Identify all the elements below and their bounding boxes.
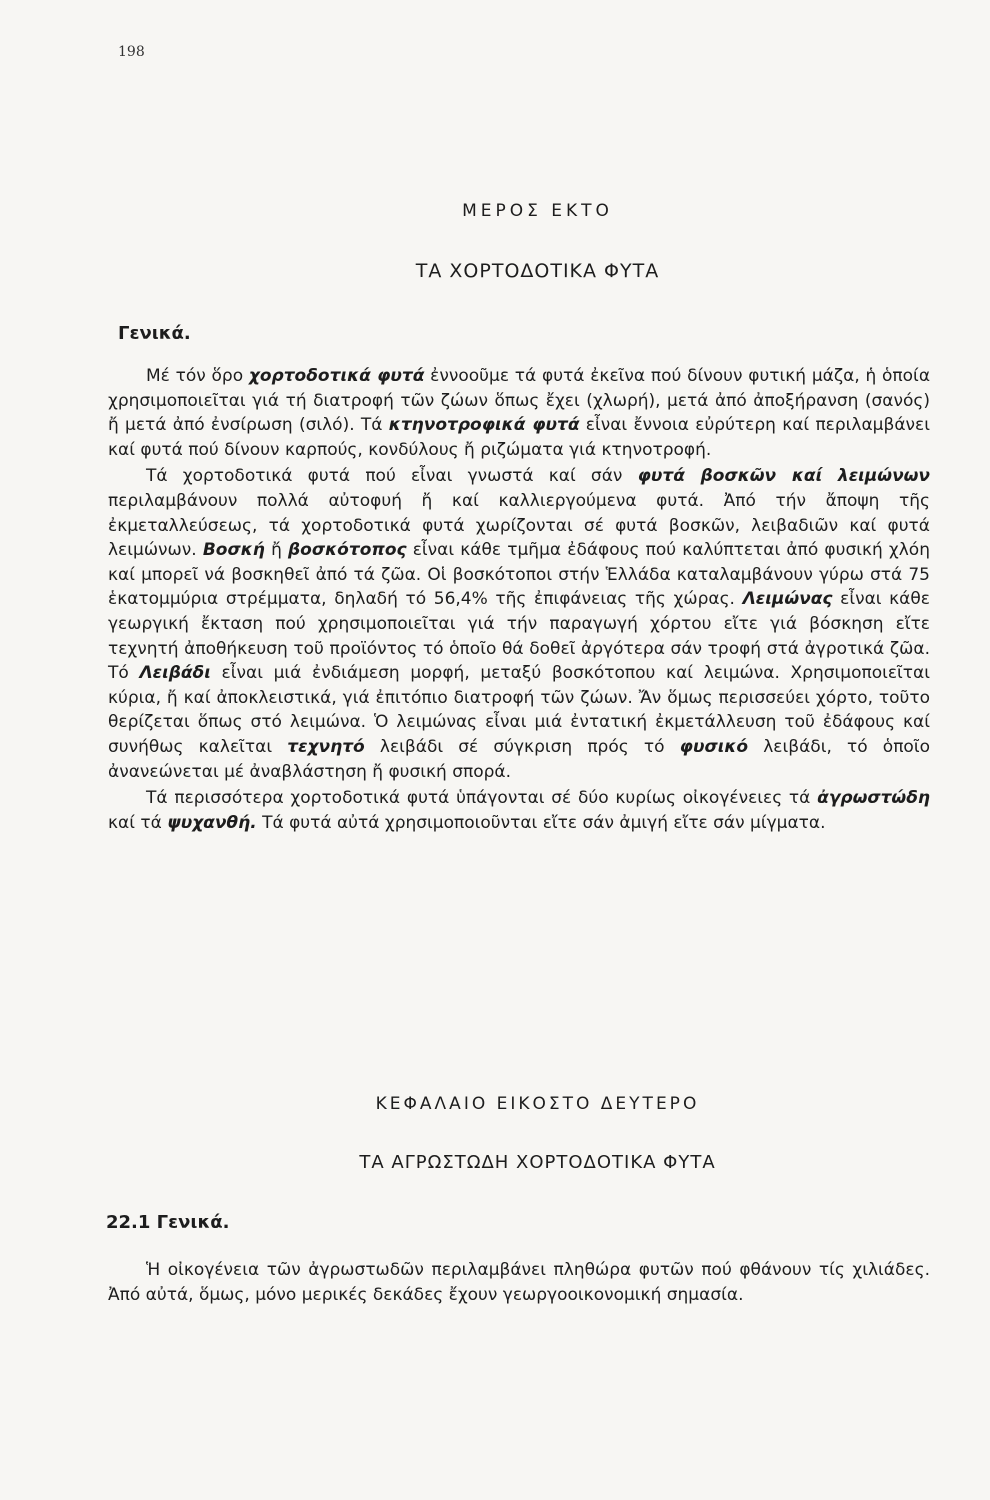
term-artificial: τεχνητό [287, 736, 365, 757]
paragraph-4: Ἡ οἰκογένεια τῶν ἀγρωστωδῶν περιλαμβάνει πληθώρα φυτῶν πού φθάνουν τίς χιλιάδες. Ἀπό αὐτά, ὅμως, μόνο μερικές δεκάδες ἔχουν γεωργοοικονομική σημασία. [108, 1260, 930, 1305]
part-title: ΜΕΡΟΣ ΕΚΤΟ [462, 201, 613, 221]
term-rangeland: Λειβάδι [139, 663, 211, 684]
term-forage-plants: χορτοδοτικά φυτά [248, 366, 425, 386]
term-livestock-plants: κτηνοτροφικά φυτά [388, 415, 580, 436]
term-legumes: ψυχανθή. [167, 812, 257, 833]
chapter-title: ΚΕΦΑΛΑΙΟ ΕΙΚΟΣΤΟ ΔΕΥΤΕΡΟ [375, 1094, 700, 1114]
paragraph-1: Μέ τόν ὅρο χορτοδοτικά φυτά ἐννοοῦμε τά φυτά ἐκεῖνα πού δίνουν φυτική μάζα, ἡ ὁποία χρησιμοποιεῖται γιά τή διατροφή τῶν ζώων ὅπως ἔχει (χλωρή), μετά ἀπό ἀποξήρανση (σανός) ἤ μετά ἀπό ἐνσίρωση (σιλό). Τά κτηνοτροφικά φυτά εἶναι ἔννοια εὐρύτερη καί περιλαμβάνει καί φυτά πού δίνουν καρπούς, κονδύλους ἤ ριζώματα γιά κτηνοτροφή. [108, 366, 931, 460]
term-grasses: ἀγρωστώδη [817, 788, 930, 809]
paragraph-2: Τά χορτοδοτικά φυτά πού εἶναι γνωστά καί σάν φυτά βοσκῶν καί λειμώνων περιλαμβάνουν πολλά αὐτοφυή ἤ καί καλλιεργούμενα φυτά. Ἀπό τήν ἄποψη τῆς ἐκμεταλλεύσεως, τά χορτοδοτικά φυτά χωρίζονται σέ φυτά βοσκῶν, λειβαδιῶν καί φυτά λειμώνων. Βοσκή ἤ βοσκότοπος εἶναι κάθε τμῆμα ἐδάφους πού καλύπτεται ἀπό φυσική χλόη καί μπορεῖ νά βοσκηθεῖ ἀπό τά ζῶα. Οἱ βοσκότοποι στήν Ἑλλάδα καταλαμβάνουν γύρω στά 75 ἑκατομμύρια στρέμματα, δηλαδή τό 56,4% τῆς ἐπιφάνειας τῆς χώρας. Λειμώνας εἶναι κάθε γεωργική ἔκταση πού χρησιμοποιεῖται γιά τήν παραγωγή χόρτου εἴτε γιά βόσκηση εἴτε τεχνητή ἀποθήκευση τοῦ προϊόντος τό ὁποῖο θά δοθεῖ ἀργότερα σάν τροφή στά ἀγροτικά ζῶα. Τό Λειβάδι εἶναι μιά ἐνδιάμεση μορφή, μεταξύ βοσκότοπου καί λειμώνα. Χρησιμοποιεῖται κύρια, ἤ καί ἀποκλειστικά, γιά ἐπιτόπιο διατροφή τῶν ζώων. Ἄν ὅμως περισσεύει χόρτο, τοῦτο θερίζεται ὅπως στό λειμώνα. Ὁ λειμώνας εἶναι μιά ἐντατική ἐκμετάλλευση τοῦ ἐδάφους καί συνήθως καλεῖται τεχνητό λειβάδι σέ σύγκριση πρός τό φυσικό λειβάδι, τό ὁποῖο ἀνανεώνεται μέ ἀναβλάστηση ἤ φυσική σπορά. [108, 466, 930, 782]
paragraph-3: Τά περισσότερα χορτοδοτικά φυτά ὑπάγονται σέ δύο κυρίως οἰκογένειες τά ἀγρωστώδη καί τά ψυχανθή. Τά φυτά αὐτά χρησιμοποιοῦνται εἴτε σάν ἀμιγή εἴτε σάν μίγματα. [108, 788, 930, 833]
page-number: 198 [118, 44, 145, 60]
term-grazing: Βοσκή [202, 540, 265, 561]
general-heading: Γενικά. [118, 323, 191, 344]
chapter-subtitle: ΤΑ ΑΓΡΩΣΤΩΔΗ ΧΟΡΤΟΔΟΤΙΚΑ ΦΥΤΑ [359, 1152, 716, 1173]
subsection-heading: 22.1 Γενικά. [106, 1212, 230, 1233]
term-meadow: Λειμώνας [742, 589, 833, 610]
subsection-text [108, 1258, 930, 1307]
intro-text [108, 364, 930, 835]
term-natural: φυσικό [679, 736, 749, 757]
term-pasture: βοσκότοπος [288, 540, 407, 561]
term-pasture-meadow-plants: φυτά βοσκῶν καί λειμώνων [637, 466, 930, 487]
section-title: ΤΑ ΧΟΡΤΟΔΟΤΙΚΑ ΦΥΤΑ [415, 260, 660, 282]
